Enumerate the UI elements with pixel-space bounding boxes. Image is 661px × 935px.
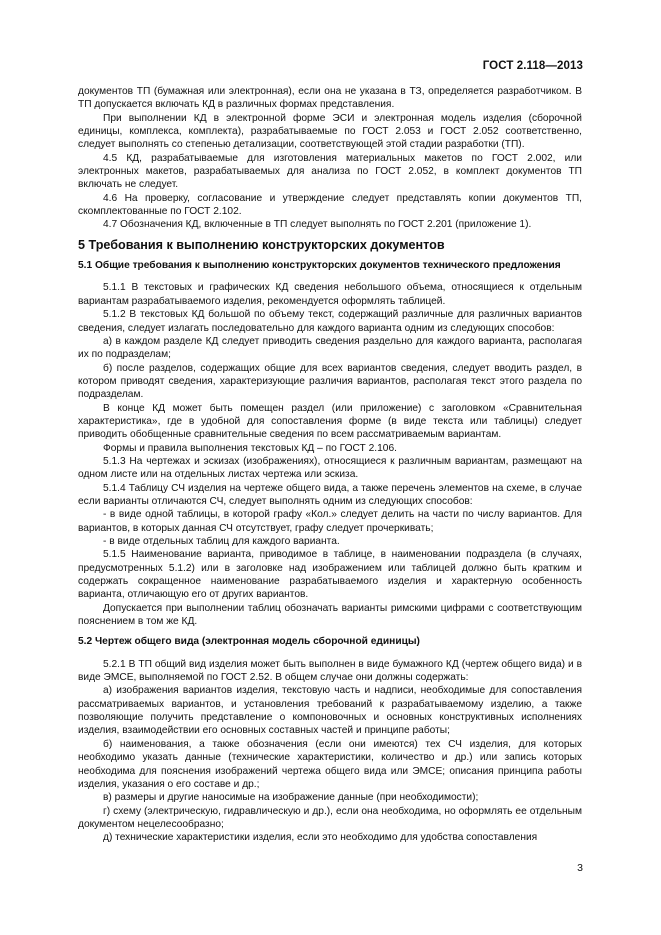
clause-5-1-2: 5.1.2 В текстовых КД большой по объему текст, содержащий различные для различных вариантов сведения, следует излагать последовательно для каждого варианта одним из следующих способов: [78, 309, 582, 334]
document-body [78, 85, 582, 845]
paragraph: документов ТП (бумажная или электронная), если она не указана в ТЗ, определяется разработчиком. В ТП допускается включать КД в различных формах представления. [78, 86, 582, 111]
list-item-v: в) размеры и другие наносимые на изображение данные (при необходимости); [103, 792, 479, 804]
clause-5-1-4: 5.1.4 Таблицу СЧ изделия на чертеже общего вида, а также перечень элементов на схеме, в случае если варианты отличаются СЧ, следует выполнять одним из следующих способов: [78, 482, 582, 507]
list-item-b: б) после разделов, содержащих общие для всех вариантов сведения, следует вводить раздел, в котором приводят сведения, характеризующие различия вариантов, располагая текст этого раздела по подразделам. [78, 362, 582, 401]
clause-4-5: 4.5 КД, разрабатываемые для изготовления материальных макетов по ГОСТ 2.002, или электронных макетов, разрабатываемых для анализа по ГОСТ 2.052, в комплект документов ТП включать не следует. [78, 152, 582, 191]
list-item-d: д) технические характеристики изделия, если это необходимо для удобства сопоставления [103, 832, 538, 844]
page-header-doc-code: ГОСТ 2.118—2013 [482, 60, 583, 72]
list-item-dash: - в виде одной таблицы, в которой графу «Кол.» следует делить на части по числу вариантов. Для вариантов, в которых данная СЧ отсутствует, графу следует прочеркивать; [78, 509, 582, 534]
list-item-a: а) изображения вариантов изделия, текстовую часть и надписи, необходимые для сопоставления рассматриваемых вариантов, и установления требований к разрабатываемому изделию, а также позволяющие получить представление о компоновочных и основных конструктивных исполнениях изделия, взаимодействии его основных составных частей и принципе работы; [78, 685, 582, 737]
clause-5-1-5: 5.1.5 Наименование варианта, приводимое в таблице, в наименовании подраздела (в случаях, предусмотренных 5.1.2) или в заголовке над изображением или таблицей должно быть кратким и содержать сокращенное наименование разрабатываемого изделия и характерную особенность варианта, отличающую его от других вариантов. [78, 549, 582, 601]
list-item-b: б) наименования, а также обозначения (если они имеются) тех СЧ изделия, для которых необходимо указать данные (технические характеристики, количество и др.) или запись которых необходима для пояснения изображений чертежа общего вида или ЭМСЕ; описания принципа работы изделия, указания о его составе и др.; [78, 738, 582, 790]
clause-5-1-3: 5.1.3 На чертежах и эскизах (изображениях), относящиеся к различным вариантам, размещают на одном листе или на отдельных листах чертежа или эскиза. [78, 455, 582, 481]
subsection-5-2-heading: 5.2 Чертеж общего вида (электронная модель сборочной единицы) [78, 636, 420, 648]
clause-4-6: 4.6 На проверку, согласование и утверждение следует представлять копии документов ТП, скомплектованные по ГОСТ 2.102. [78, 192, 582, 218]
page-number: 3 [577, 862, 583, 874]
list-item-dash: - в виде отдельных таблиц для каждого варианта. [103, 536, 340, 547]
paragraph: Формы и правила выполнения текстовых КД – по ГОСТ 2.106. [103, 442, 397, 454]
paragraph: При выполнении КД в электронной форме ЭСИ и электронная модель изделия (сборочной единицы, комплекса, комплекта), разрабатываемые по ГОСТ 2.053 и ГОСТ 2.052 соответственно, следует выполнять со степенью детализации, соответствующей этой стадии разработки (ТП). [78, 112, 582, 151]
paragraph: Допускается при выполнении таблиц обозначать варианты римскими цифрами с соответствующим пояснением в том же КД. [78, 602, 582, 628]
section-5-heading: 5 Требования к выполнению конструкторских документов [78, 237, 445, 252]
clause-4-7: 4.7 Обозначения КД, включенные в ТП следует выполнять по ГОСТ 2.201 (приложение 1). [103, 219, 532, 231]
clause-5-1-1: 5.1.1 В текстовых и графических КД сведения небольшого объема, относящиеся к отдельным вариантам разрабатываемого изделия, рекомендуется оформлять таблицей. [78, 282, 582, 307]
list-item-g: г) схему (электрическую, гидравлическую и др.), если она необходима, но оформлять ее отдельным документом нецелесообразно; [78, 805, 582, 830]
clause-5-2-1: 5.2.1 В ТП общий вид изделия может быть выполнен в виде бумажного КД (чертеж общего вида) и в виде ЭМСЕ, выполняемой по ГОСТ 2.52. В общем случае они должны содержать: [78, 658, 582, 684]
paragraph: В конце КД может быть помещен раздел (или приложение) с заголовком «Сравнительная характеристика», где в удобной для сопоставления форме (в виде текста или таблицы) следует приводить обобщенные сравнительные сведения по всем рассматриваемым вариантам. [78, 402, 582, 441]
subsection-5-1-heading: 5.1 Общие требования к выполнению конструкторских документов технического предложения [78, 260, 561, 272]
list-item-a: а) в каждом разделе КД следует приводить сведения раздельно для каждого варианта, располагая их по подразделам; [78, 335, 582, 361]
